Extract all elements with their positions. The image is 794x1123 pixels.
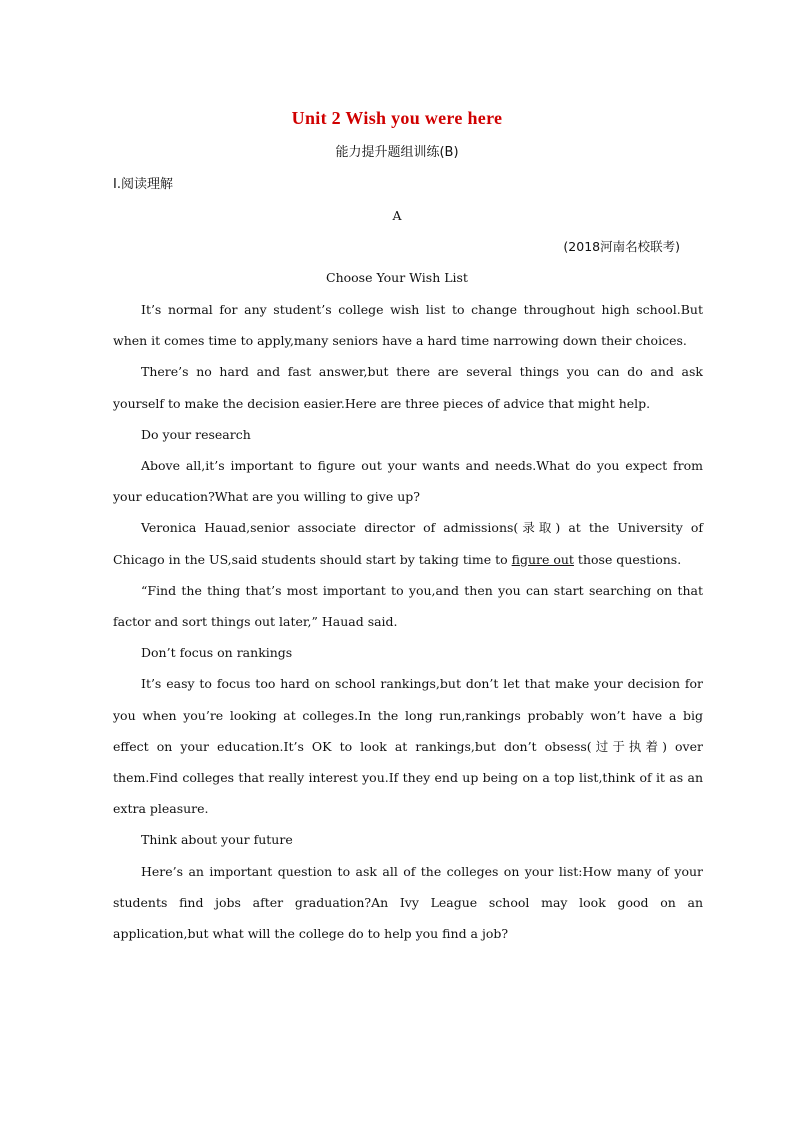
page-subtitle: 能力提升题组训练(B) — [335, 145, 459, 160]
passage-letter: A — [392, 208, 402, 223]
article-body — [113, 294, 703, 949]
paragraph-3: Above all,it’s important to figure out your wants and needs.What do you expect from your education?What are you willing to give up? — [113, 458, 703, 505]
underlined-phrase: figure out — [511, 551, 574, 567]
passage-source: (2018河南名校联考) — [563, 239, 680, 254]
paragraph-7: Here’s an important question to ask all of the colleges on your list:How many of your students find jobs after graduation?An Ivy League school may look good on an application,but what will the college do to help you find a job? — [113, 863, 703, 942]
page-title: Unit 2 Wish you were here — [291, 108, 503, 128]
section-heading: Ⅰ.阅读理解 — [113, 177, 173, 192]
subheading-future: Think about your future — [141, 832, 293, 848]
article-title: Choose Your Wish List — [326, 270, 468, 285]
paragraph-4-text-b: those questions. — [573, 551, 682, 567]
paragraph-1: It’s normal for any student’s college wish list to change throughout high school.But when it comes time to apply,many seniors have a hard time narrowing down their choices. — [113, 302, 703, 349]
paragraph-4 — [113, 512, 703, 574]
paragraph-4-text-a: Veronica Hauad,senior associate director of admissions(录取) at the University of Chicago in the US,said students should start by taking time to — [113, 520, 703, 567]
subheading-research: Do your research — [141, 426, 251, 442]
subheading-rankings: Don’t focus on rankings — [141, 645, 293, 661]
paragraph-6: It’s easy to focus too hard on school rankings,but don’t let that make your decision for you when you’re looking at colleges.In the long run,rankings probably won’t have a big effect on your education.It’s OK to look at rankings,but don’t obsess(过于执着) over them.Find colleges that really interest you.If they end up being on a top list,think of it as an extra pleasure. — [113, 676, 703, 817]
paragraph-2: There’s no hard and fast answer,but there are several things you can do and ask yourself to make the decision easier.Here are three pieces of advice that might help. — [113, 364, 703, 411]
paragraph-5: “Find the thing that’s most important to you,and then you can start searching on that factor and sort things out later,” Hauad said. — [113, 582, 703, 630]
